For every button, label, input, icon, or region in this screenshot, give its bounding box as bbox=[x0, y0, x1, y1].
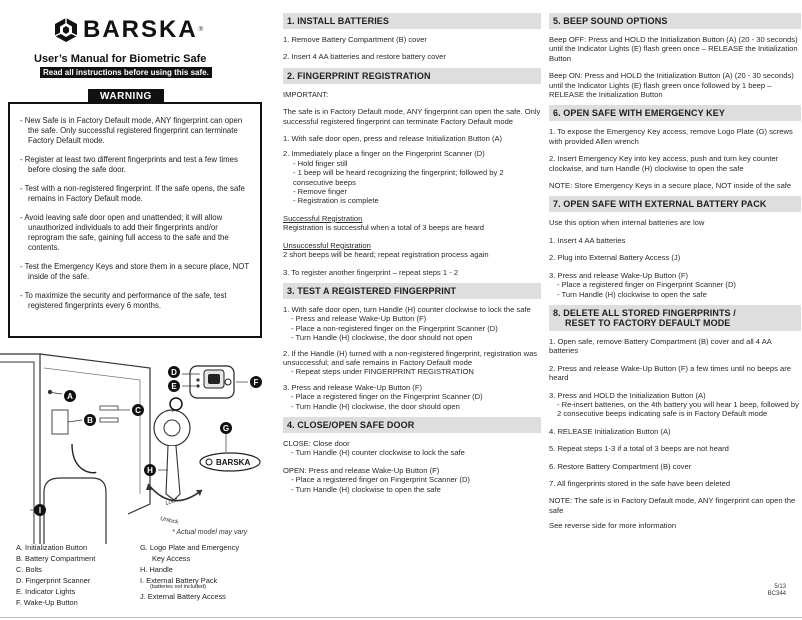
callout-i bbox=[34, 504, 46, 516]
safe-diagram bbox=[0, 344, 268, 544]
legend-item: H. Handle bbox=[140, 565, 173, 574]
paragraph: OPEN: Press and release Wake-Up Button (F) bbox=[283, 465, 440, 475]
subheading: Successful Registration bbox=[283, 213, 363, 223]
legend-item: J. External Battery Access bbox=[140, 592, 226, 601]
sub-step: - Hold finger still bbox=[293, 158, 348, 168]
step: 1. With safe door open, turn Handle (H) counter clockwise to lock the safe bbox=[283, 304, 531, 314]
callout-f bbox=[250, 376, 262, 388]
warning-box bbox=[8, 102, 262, 338]
step: 6. Restore Battery Compartment (B) cover bbox=[549, 461, 692, 471]
bottom-divider bbox=[0, 617, 802, 618]
callout-layer bbox=[0, 344, 268, 544]
paragraph: Use this option when internal batteries are low bbox=[549, 218, 705, 228]
read-banner: Read all instructions before using this safe. bbox=[40, 67, 212, 78]
footer-code bbox=[768, 584, 786, 598]
subheading: Unsuccessful Registration bbox=[283, 240, 371, 250]
callout-h bbox=[144, 464, 156, 476]
callout-d bbox=[168, 366, 180, 378]
paragraph: Beep ON: Press and HOLD the Initialization Button (A) (20 - 30 seconds) until the Indicator Lights (E) flash green once followed by 1 beep – RELEASE the Initialization Button bbox=[549, 71, 794, 100]
step: 1. To expose the Emergency Key access, remove Logo Plate (G) screws with provided Allen wrench bbox=[549, 127, 793, 146]
barska-hex-logo-icon bbox=[54, 17, 78, 43]
callout-b bbox=[84, 414, 96, 426]
sub-step: - Turn Handle (H) clockwise to open the safe bbox=[557, 289, 707, 299]
legend-item: B. Battery Compartment bbox=[16, 554, 96, 563]
sub-step: - Place a registered finger on the Fingerprint Scanner (D) bbox=[291, 392, 483, 402]
sub-step: - Turn Handle (H) clockwise to open the safe bbox=[291, 484, 441, 494]
section-title: 1. INSTALL BATTERIES bbox=[283, 13, 541, 29]
legend-item: G. Logo Plate and Emergency bbox=[140, 543, 240, 552]
legend-item: F. Wake-Up Button bbox=[16, 598, 78, 607]
registered-mark: ® bbox=[198, 27, 204, 33]
manual-title: User’s Manual for Biometric Safe bbox=[34, 53, 207, 65]
section-title-line: 8. DELETE ALL STORED FINGERPRINTS / bbox=[553, 307, 736, 318]
model-note: * Actual model may vary bbox=[172, 529, 248, 536]
callout-e bbox=[168, 380, 180, 392]
callout-label: B bbox=[87, 416, 93, 425]
paragraph: CLOSE: Close door bbox=[283, 438, 350, 448]
callout-label: G bbox=[222, 424, 230, 433]
legend-left bbox=[16, 542, 128, 608]
note: NOTE: Store Emergency Keys in a secure place, NOT inside of the safe bbox=[549, 181, 792, 191]
sub-step: - Press and release Wake-Up Button (F) bbox=[291, 314, 427, 324]
callout-hidden-handle bbox=[170, 398, 182, 410]
callout-label: D bbox=[171, 368, 177, 377]
legend-item: Key Access bbox=[152, 554, 191, 563]
step: 2. If the Handle (H) turned with a non-registered fingerprint, registration was unsuccessful; and safe remains in Factory Default mode bbox=[283, 348, 538, 367]
legend-item: A. Initialization Button bbox=[16, 543, 88, 552]
callout-c bbox=[132, 404, 144, 416]
logo-plate-brand: BARSKA bbox=[216, 458, 251, 467]
warning-item: - Register at least two different fingerprints and test a few times before closing the safe door. bbox=[20, 155, 238, 174]
callout-label: F bbox=[253, 378, 259, 387]
warning-label: WARNING bbox=[88, 89, 164, 104]
step: 1. With safe door open, press and release Initialization Button (A) bbox=[283, 134, 503, 144]
legend-right bbox=[140, 542, 268, 602]
lock-label: Lock bbox=[164, 497, 179, 507]
section-title bbox=[549, 305, 801, 331]
brand-logo bbox=[54, 16, 203, 44]
section-title: 2. FINGERPRINT REGISTRATION bbox=[283, 68, 541, 84]
step: 3. To register another fingerprint – repeat steps 1 - 2 bbox=[283, 267, 459, 277]
legend-item-note: (batteries not included) bbox=[150, 584, 206, 590]
legend-item: E. Indicator Lights bbox=[16, 587, 76, 596]
step: 2. Insert Emergency Key into key access, push and turn key counter clockwise, and turn Handle (H) clockwise to open the safe bbox=[549, 154, 779, 173]
step: 3. Press and release Wake-Up Button (F) bbox=[549, 270, 688, 280]
step: 2. Insert 4 AA batteries and restore battery cover bbox=[283, 52, 446, 62]
step: 2. Plug into External Battery Access (J) bbox=[549, 253, 681, 263]
step: 1. Open safe, remove Battery Compartment (B) cover and all 4 AA batteries bbox=[549, 336, 772, 356]
footer-model-code: BC344 bbox=[767, 591, 786, 597]
sub-step: - Place a registered finger on Fingerprint Scanner (D) bbox=[291, 475, 470, 485]
important-label: IMPORTANT: bbox=[283, 89, 329, 99]
legend-item: D. Fingerprint Scanner bbox=[16, 576, 91, 585]
warning-item: - Avoid leaving safe door open and unattended; it will allow unauthorized individuals to add their fingerprints and/or reprogram the safe, gaining full access to the safe and the contents. bbox=[20, 213, 229, 252]
column-middle bbox=[283, 13, 541, 494]
step: 5. Repeat steps 1-3 if a total of 3 beeps are not heard bbox=[549, 444, 729, 454]
callout-label: H bbox=[147, 466, 153, 475]
callout-g bbox=[220, 422, 232, 434]
legend-item: I. External Battery Pack bbox=[140, 576, 218, 585]
paragraph: 2 short beeps will be heard; repeat registration process again bbox=[283, 250, 489, 260]
step: 2. Press and release Wake-Up Button (F) a few times until no beeps are heard bbox=[549, 363, 791, 383]
step: 4. RELEASE Initialization Button (A) bbox=[549, 426, 671, 436]
warning-item: - To maximize the security and performance of the safe, test registered fingerprints every 6 months. bbox=[20, 291, 227, 310]
brand-name: BARSKA bbox=[83, 16, 198, 43]
sub-step: - Place a non-registered finger on the Fingerprint Scanner (D) bbox=[291, 323, 498, 333]
logo-plate-hex-icon bbox=[206, 459, 212, 465]
callout-label: C bbox=[135, 406, 141, 415]
section-title: 6. OPEN SAFE WITH EMERGENCY KEY bbox=[549, 105, 801, 121]
sub-step: - Repeat steps under FINGERPRINT REGISTRATION bbox=[291, 367, 474, 377]
callout-a bbox=[64, 390, 76, 402]
callout-label: A bbox=[67, 392, 73, 401]
sub-step: - Re-insert batteries, on the 4th battery you will hear 1 beep, followed by 2 consecutive beeps indicating safe is in Factory Default mode bbox=[557, 399, 799, 419]
reverse-note: See reverse side for more information bbox=[549, 521, 677, 531]
step: 1. Insert 4 AA batteries bbox=[549, 235, 626, 245]
callout-label: I bbox=[38, 506, 42, 515]
sub-step: - Remove finger bbox=[293, 187, 348, 197]
warning-item: - New Safe is in Factory Default mode, ANY fingerprint can open the safe. Only successful registered fingerprint can terminate Factory Default mode. bbox=[20, 116, 243, 145]
step: 1. Remove Battery Compartment (B) cover bbox=[283, 35, 427, 44]
section-title: 3. TEST A REGISTERED FINGERPRINT bbox=[283, 283, 541, 299]
section-title: 4. CLOSE/OPEN SAFE DOOR bbox=[283, 417, 541, 433]
sub-step: - Registration is complete bbox=[293, 196, 379, 206]
sub-step: - Place a registered finger on Fingerprint Scanner (D) bbox=[557, 280, 736, 290]
callout-label: E bbox=[171, 382, 177, 391]
step: 7. All fingerprints stored in the safe have been deleted bbox=[549, 478, 731, 488]
column-right bbox=[549, 13, 801, 531]
sub-step: - Turn Handle (H) clockwise, the door should not open bbox=[291, 333, 473, 343]
paragraph: The safe is in Factory Default mode, ANY fingerprint can open the safe. Only successful registered fingerprint can terminate Factory Default mode bbox=[283, 107, 541, 126]
step: 2. Immediately place a finger on the Fingerprint Scanner (D) bbox=[283, 149, 485, 159]
warning-item: - Test the Emergency Keys and store them in a secure place, NOT inside of the safe. bbox=[20, 262, 249, 281]
legend-item: C. Bolts bbox=[16, 565, 42, 574]
sub-step: - Turn Handle (H) clockwise, the door should open bbox=[291, 401, 460, 411]
paragraph: Beep OFF: Press and HOLD the Initialization Button (A) (20 - 30 seconds) until the Indicator Lights (E) flash green once – RELEASE the Initialization Button bbox=[549, 35, 798, 63]
section-title-line: RESET TO FACTORY DEFAULT MODE bbox=[565, 317, 731, 328]
step: 3. Press and release Wake-Up Button (F) bbox=[283, 382, 422, 392]
unlock-label: Unlock bbox=[159, 516, 179, 526]
step: 3. Press and HOLD the Initialization Button (A) bbox=[549, 390, 706, 400]
section-title: 5. BEEP SOUND OPTIONS bbox=[549, 13, 801, 29]
sub-step: - 1 beep will be heard recognizing the fingerprint; followed by 2 consecutive beeps bbox=[293, 168, 504, 187]
section-title: 7. OPEN SAFE WITH EXTERNAL BATTERY PACK bbox=[549, 196, 801, 212]
paragraph: Registration is successful when a total of 3 beeps are heard bbox=[283, 223, 484, 233]
warning-item: - Test with a non-registered fingerprint. If the safe opens, the safe remains in Factory Default mode. bbox=[20, 184, 245, 203]
sub-step: - Turn Handle (H) counter clockwise to lock the safe bbox=[291, 448, 465, 458]
note: NOTE: The safe is in Factory Default mode, ANY fingerprint can open the safe bbox=[549, 496, 796, 515]
footer-date: 5/13 bbox=[774, 584, 786, 590]
